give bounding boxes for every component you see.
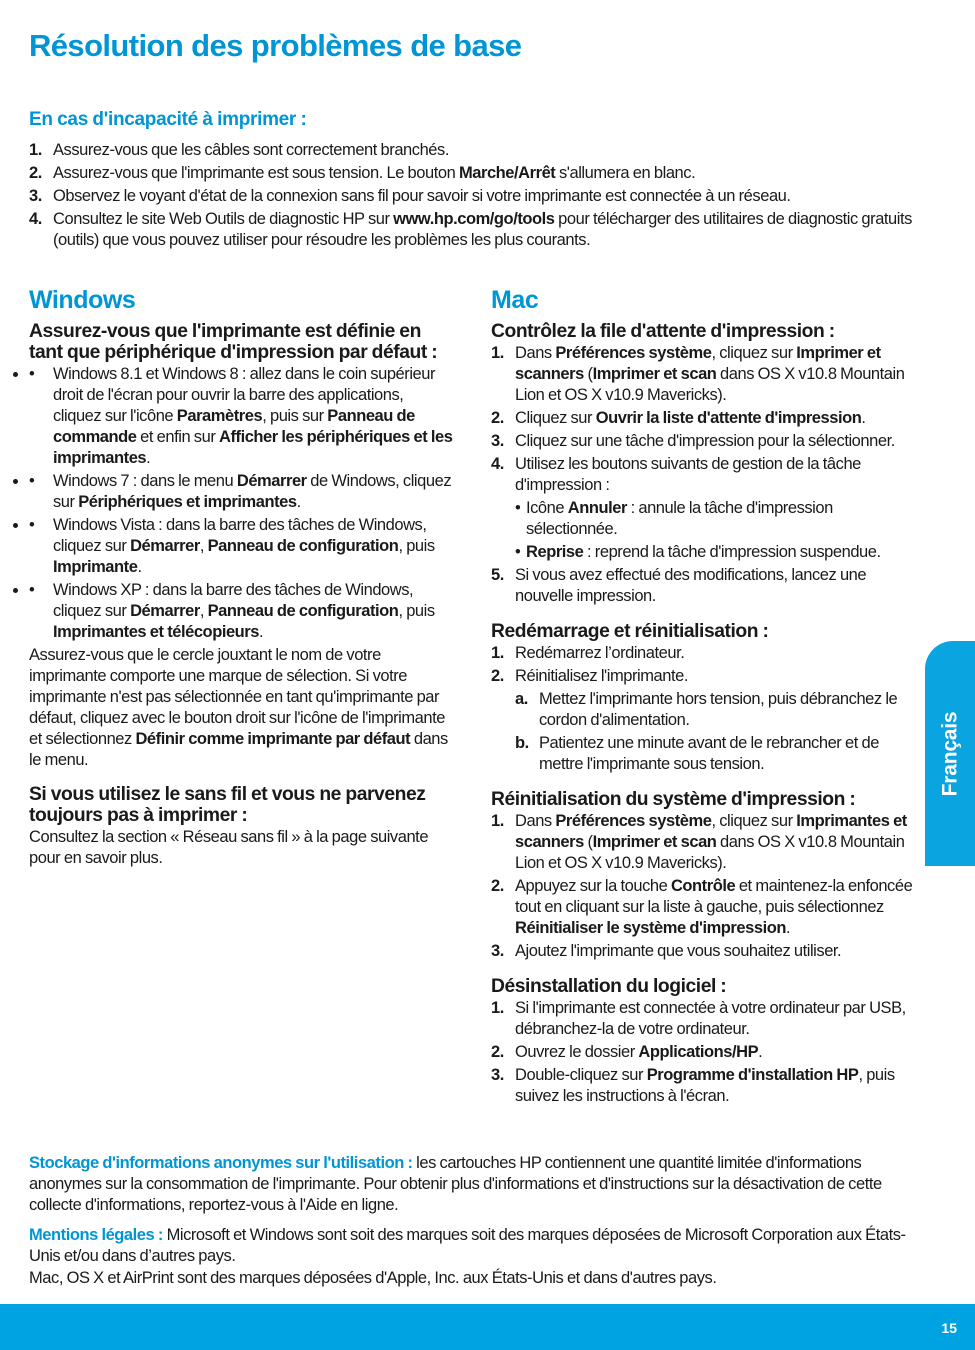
item-text: Windows XP : dans la barre des tâches de Windows, cliquez sur Démarrer, Panneau de configuration, puis Imprimantes et télécopieurs. — [53, 581, 435, 641]
bold-term: Imprimante — [53, 558, 138, 576]
bold-term: Panneau de commande — [53, 407, 415, 446]
default-printer-paragraph: Assurez-vous que le cercle jouxtant le nom de votre imprimante comporte une marque de sélection. Si votre imprimante n'est pas sélectionnée en tant qu'imprimante par défaut, cliquez avec le bouton droit sur l'icône de l'imprimante et sélectionnez Définir comme imprimante par défaut dans le menu. — [29, 646, 448, 769]
language-tab-label: Français — [938, 711, 962, 796]
bold-term: Panneau de configuration — [207, 537, 399, 555]
bold-term: Préférences système — [555, 344, 712, 362]
apple-trademark-note: Mac, OS X et AirPrint sont des marques déposées d'Apple, Inc. aux États-Unis et dans d'autres pays. — [29, 1269, 717, 1287]
item-text: Assurez-vous que l'imprimante est sous tension. Le bouton Marche/Arrêt s'allumera en blanc. — [53, 164, 696, 182]
language-tab — [925, 641, 975, 866]
wireless-heading: Si vous utilisez le sans fil et vous ne parvenez toujours pas à imprimer : — [29, 784, 426, 826]
item-number: 3. — [491, 942, 504, 960]
list-item — [29, 163, 929, 184]
item-text: Reprise : reprend la tâche d'impression suspendue. — [526, 543, 881, 561]
mac-step-list — [491, 998, 921, 1107]
bold-term: Reprise — [526, 543, 584, 561]
item-text: Double-cliquez sur Programme d'installation HP, puis suivez les instructions à l'écran. — [515, 1066, 895, 1105]
item-text: Icône Annuler : annule la tâche d'impression sélectionnée. — [526, 499, 833, 538]
page-title: Résolution des problèmes de base — [29, 28, 522, 63]
bold-term: Imprimer et scanners — [515, 344, 881, 383]
item-text: Redémarrez l’ordinateur. — [515, 644, 685, 662]
sub-bullet-item — [515, 542, 921, 563]
page-number: 15 — [941, 1320, 957, 1336]
windows-version-list — [29, 364, 454, 643]
sub-step-list — [515, 689, 921, 775]
item-number: 5. — [491, 566, 504, 584]
item-text: Si vous avez effectué des modifications, lancez une nouvelle impression. — [515, 566, 867, 605]
bold-term: Imprimer et scan — [592, 833, 717, 851]
windows-title: Windows — [29, 286, 136, 314]
mac-step-item — [491, 343, 921, 406]
bold-term: Réinitialiser le système d'impression — [515, 919, 786, 937]
item-letter: a. — [515, 690, 528, 708]
footer-bar — [0, 1304, 975, 1350]
item-number: 4. — [491, 455, 504, 473]
item-number: 3. — [491, 432, 504, 450]
item-number: 1. — [491, 812, 504, 830]
mac-step-item — [491, 876, 921, 939]
item-text: Windows Vista : dans la barre des tâches de Windows, cliquez sur Démarrer, Panneau de configuration, puis Imprimante. — [53, 516, 435, 576]
item-number: 1. — [29, 141, 42, 159]
item-text: Dans Préférences système, cliquez sur Imprimantes et scanners (Imprimer et scan dans OS X v10.8 Mountain Lion et OS X v10.9 Mavericks). — [515, 812, 907, 872]
mac-section-heading: Réinitialisation du système d'impression : — [491, 789, 856, 810]
cannot-print-section — [29, 107, 929, 253]
mac-step-item — [491, 811, 921, 874]
default-printer-heading: Assurez-vous que l'imprimante est définie en tant que périphérique d'impression par défaut : — [29, 321, 438, 363]
section-gap — [491, 777, 921, 789]
bullet-item — [29, 515, 454, 578]
mac-section-heading: Contrôlez la file d'attente d'impression : — [491, 321, 835, 342]
item-number: 1. — [491, 344, 504, 362]
mac-sections — [491, 321, 921, 1107]
item-number: 2. — [491, 877, 504, 895]
item-text: Patientez une minute avant de le rebrancher et de mettre l'imprimante sous tension. — [539, 734, 879, 773]
bullet-item — [29, 580, 454, 643]
item-text: Utilisez les boutons suivants de gestion de la tâche d'impression : — [515, 455, 861, 494]
item-text: Ouvrez le dossier Applications/HP. — [515, 1043, 763, 1061]
item-text: Appuyez sur la touche Contrôle et maintenez-la enfoncée tout en cliquant sur la liste à gauche, puis sélectionnez Réinitialiser le système d'impression. — [515, 877, 913, 937]
item-number: 2. — [29, 164, 42, 182]
notes-section — [29, 1153, 919, 1298]
mac-step-item — [491, 1042, 921, 1063]
mac-step-item — [491, 666, 921, 775]
windows-column — [29, 284, 454, 869]
mac-column — [491, 284, 921, 1109]
item-number: 3. — [29, 187, 42, 205]
mac-step-item — [491, 941, 921, 962]
section-gap — [491, 609, 921, 621]
bold-term: Paramètres — [176, 407, 263, 425]
item-text: Assurez-vous que les câbles sont correctement branchés. — [53, 141, 449, 159]
item-text: Cliquez sur Ouvrir la liste d'attente d'impression. — [515, 409, 866, 427]
legal-note — [29, 1225, 919, 1267]
cannot-print-list — [29, 140, 929, 251]
legal-note-label: Mentions légales : — [29, 1226, 163, 1244]
mac-step-item — [491, 565, 921, 607]
sub-step-item — [515, 689, 921, 731]
storage-note-label: Stockage d'informations anonymes sur l'utilisation : — [29, 1154, 413, 1172]
mac-step-list — [491, 811, 921, 962]
mac-step-item — [491, 998, 921, 1040]
mac-step-item — [491, 643, 921, 664]
item-text: Mettez l'imprimante hors tension, puis débranchez le cordon d'alimentation. — [539, 690, 898, 729]
bold-term: Imprimantes et scanners — [515, 812, 907, 851]
mac-step-item — [491, 1065, 921, 1107]
bold-term: Annuler — [567, 499, 627, 517]
cannot-print-heading: En cas d'incapacité à imprimer : — [29, 109, 307, 130]
bullet-icon: • • — [29, 472, 35, 490]
item-number: 2. — [491, 409, 504, 427]
legal-note-text: Microsoft et Windows sont soit des marques soit des marques déposées de Microsoft Corporation aux États-Unis et/ou dans d’autres pays. — [29, 1226, 906, 1265]
bold-term: Démarrer — [236, 472, 307, 490]
bold-term: Préférences système — [555, 812, 712, 830]
item-number: 3. — [491, 1066, 504, 1084]
bold-term: Définir comme imprimante par défaut — [135, 730, 411, 748]
bold-term: Contrôle — [670, 877, 736, 895]
sub-bullet-list — [515, 498, 921, 563]
item-text: Consultez le site Web Outils de diagnostic HP sur www.hp.com/go/tools pour télécharger des utilitaires de diagnostic gratuits (outils) que vous pouvez utiliser pour résoudre les problèmes les plus courants. — [53, 210, 912, 249]
storage-note-text: les cartouches HP contiennent une quantité limitée d'informations anonymes sur la consommation de l'imprimante. Pour obtenir plus d'informations et d'instructions sur la désactivation de cette collecte d'informations, reportez-vous à l'Aide en ligne. — [29, 1154, 882, 1214]
item-number: 1. — [491, 644, 504, 662]
bullet-icon: • • — [29, 516, 35, 534]
bold-term: Programme d'installation HP — [646, 1066, 859, 1084]
item-text: Si l'imprimante est connectée à votre ordinateur par USB, débranchez-la de votre ordinateur. — [515, 999, 906, 1038]
item-text: Réinitialisez l'imprimante. — [515, 667, 688, 685]
item-number: 2. — [491, 1043, 504, 1061]
bullet-item — [29, 364, 454, 469]
bold-term: Marche/Arrêt — [458, 164, 556, 182]
item-text: Windows 8.1 et Windows 8 : allez dans le coin supérieur droit de l'écran pour ouvrir la barre des applications, cliquez sur l'icône Paramètres, puis sur Panneau de commande et enfin sur Afficher les périphériques et les imprimantes. — [53, 365, 453, 467]
item-letter: b. — [515, 734, 529, 752]
bold-term: Ouvrir la liste d'attente d'impression — [595, 409, 862, 427]
bullet-icon: • — [515, 543, 521, 561]
item-number: 4. — [29, 210, 42, 228]
bold-term: Démarrer — [130, 537, 200, 555]
mac-step-item — [491, 431, 921, 452]
bold-term: www.hp.com/go/tools — [393, 210, 555, 228]
list-item — [29, 140, 929, 161]
mac-step-item — [491, 408, 921, 429]
list-item — [29, 186, 929, 207]
item-text: Observez le voyant d'état de la connexion sans fil pour savoir si votre imprimante est connectée à un réseau. — [53, 187, 791, 205]
bullet-icon: • • — [29, 581, 35, 599]
mac-section-heading: Redémarrage et réinitialisation : — [491, 621, 769, 642]
sub-step-item — [515, 733, 921, 775]
bold-term: Panneau de configuration — [207, 602, 399, 620]
mac-title: Mac — [491, 286, 539, 314]
bold-term: Périphériques et imprimantes — [78, 493, 297, 511]
item-text: Dans Préférences système, cliquez sur Imprimer et scanners (Imprimer et scan dans OS X v10.8 Mountain Lion et OS X v10.9 Mavericks). — [515, 344, 905, 404]
bold-term: Applications/HP — [638, 1043, 759, 1061]
item-text: Windows 7 : dans le menu Démarrer de Windows, cliquez sur Périphériques et imprimantes. — [53, 472, 452, 511]
mac-step-item — [491, 454, 921, 563]
bullet-icon: • — [515, 499, 521, 517]
item-number: 1. — [491, 999, 504, 1017]
item-text: Ajoutez l'imprimante que vous souhaitez utiliser. — [515, 942, 842, 960]
mac-section-heading: Désinstallation du logiciel : — [491, 976, 727, 997]
item-text: Cliquez sur une tâche d'impression pour la sélectionner. — [515, 432, 895, 450]
bullet-icon: • • — [29, 365, 35, 383]
item-number: 2. — [491, 667, 504, 685]
mac-step-list — [491, 343, 921, 607]
storage-note — [29, 1153, 919, 1216]
wireless-paragraph: Consultez la section « Réseau sans fil » à la page suivante pour en savoir plus. — [29, 828, 429, 867]
section-gap — [491, 964, 921, 976]
bold-term: Imprimantes et télécopieurs — [53, 623, 260, 641]
bullet-item — [29, 471, 454, 513]
bold-term: Démarrer — [130, 602, 200, 620]
mac-step-list — [491, 643, 921, 775]
bold-term: Imprimer et scan — [592, 365, 717, 383]
list-item — [29, 209, 929, 251]
sub-bullet-item — [515, 498, 921, 540]
bold-term: Afficher les périphériques et les imprimantes — [53, 428, 453, 467]
